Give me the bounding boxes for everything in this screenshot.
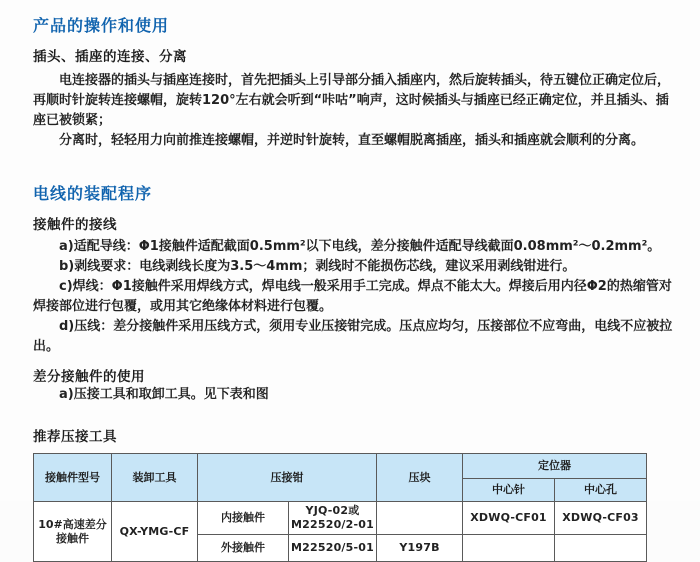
cell-load-unload-tool: QX-YMG-CF: [112, 502, 198, 562]
list-item-d-crimping: d)压线：差分接触件采用压线方式，须用专业压接钳完成。压点应均匀，压接部位不应弯曲，电线不应被拉出。: [33, 319, 673, 354]
paragraph-connection: 电连接器的插头与插座连接时，首先把插头上引导部分插入插座内，然后旋转插头，待五键位正确定位后，再顺时针旋转连接螺帽，旋转120°左右就会听到“咔咕”响声，这时候插头与插座已经正确定位，并且插头、插座已被锁紧；: [33, 73, 671, 128]
paragraph-group-connection: [33, 71, 674, 151]
cell-inner-contact-label: 内接触件: [198, 502, 289, 535]
subheading-recommended-crimp-tools: 推荐压接工具: [33, 429, 117, 445]
col-header-contact-model: 接触件型号: [34, 454, 112, 502]
col-header-load-unload-tool: 装卸工具: [112, 454, 198, 502]
cell-outer-crimp-plier: M22520/5-01: [289, 535, 377, 562]
usage-item-a-tools: a)压接工具和取卸工具。见下表和图: [59, 387, 269, 402]
cell-inner-center-hole: XDWQ-CF03: [555, 502, 647, 535]
col-header-center-pin: 中心针: [463, 479, 555, 502]
table-header-row-1: [34, 454, 647, 479]
cell-inner-center-pin: XDWQ-CF01: [463, 502, 555, 535]
paragraph-separation: 分离时，轻轻用力向前推连接螺帽，并逆时针旋转，直至螺帽脱离插座，插头和插座就会顺利的分离。: [59, 133, 645, 148]
crimp-tools-table: [33, 453, 647, 562]
table-row-inner-contact: [34, 502, 647, 535]
col-header-crimp-plier: 压接钳: [198, 454, 377, 502]
cell-outer-center-hole: [555, 535, 647, 562]
cell-inner-press-block: [377, 502, 463, 535]
col-header-positioner: 定位器: [463, 454, 647, 479]
list-item-c-soldering: c)焊线：Φ1接触件采用焊线方式，焊电线一般采用手工完成。焊点不能太大。焊接后用内径Φ2的热缩管对焊接部位进行包覆，或用其它绝缘体材料进行包覆。: [33, 279, 672, 314]
section-title-wire-assembly: 电线的装配程序: [33, 184, 153, 203]
subheading-differential-contact-usage: 差分接触件的使用: [33, 369, 145, 385]
cell-outer-press-block: Y197B: [377, 535, 463, 562]
list-item-a-wire-match: a)适配导线：Φ1接触件适配截面0.5mm²以下电线，差分接触件适配导线截面0.08mm²～0.2mm²。: [59, 239, 661, 254]
cell-outer-contact-label: 外接触件: [198, 535, 289, 562]
wiring-steps-list: [33, 237, 674, 357]
col-header-press-block: 压块: [377, 454, 463, 502]
subheading-contact-wiring: 接触件的接线: [33, 217, 117, 233]
cell-inner-crimp-plier-line1: YJQ-02或: [305, 504, 360, 517]
cell-inner-crimp-plier: [289, 502, 377, 535]
cell-contact-model: 10#高速差分接触件: [34, 502, 112, 562]
section-title-product-operation: 产品的操作和使用: [33, 16, 170, 35]
list-item-b-strip-requirement: b)剥线要求：电线剥线长度为3.5～4mm；剥线时不能损伤芯线，建议采用剥线钳进行。: [59, 259, 576, 274]
cell-inner-crimp-plier-line2: M22520/2-01: [291, 518, 374, 531]
col-header-center-hole: 中心孔: [555, 479, 647, 502]
cell-outer-center-pin: [463, 535, 555, 562]
subheading-plug-socket-connection: 插头、插座的连接、分离: [33, 49, 187, 65]
